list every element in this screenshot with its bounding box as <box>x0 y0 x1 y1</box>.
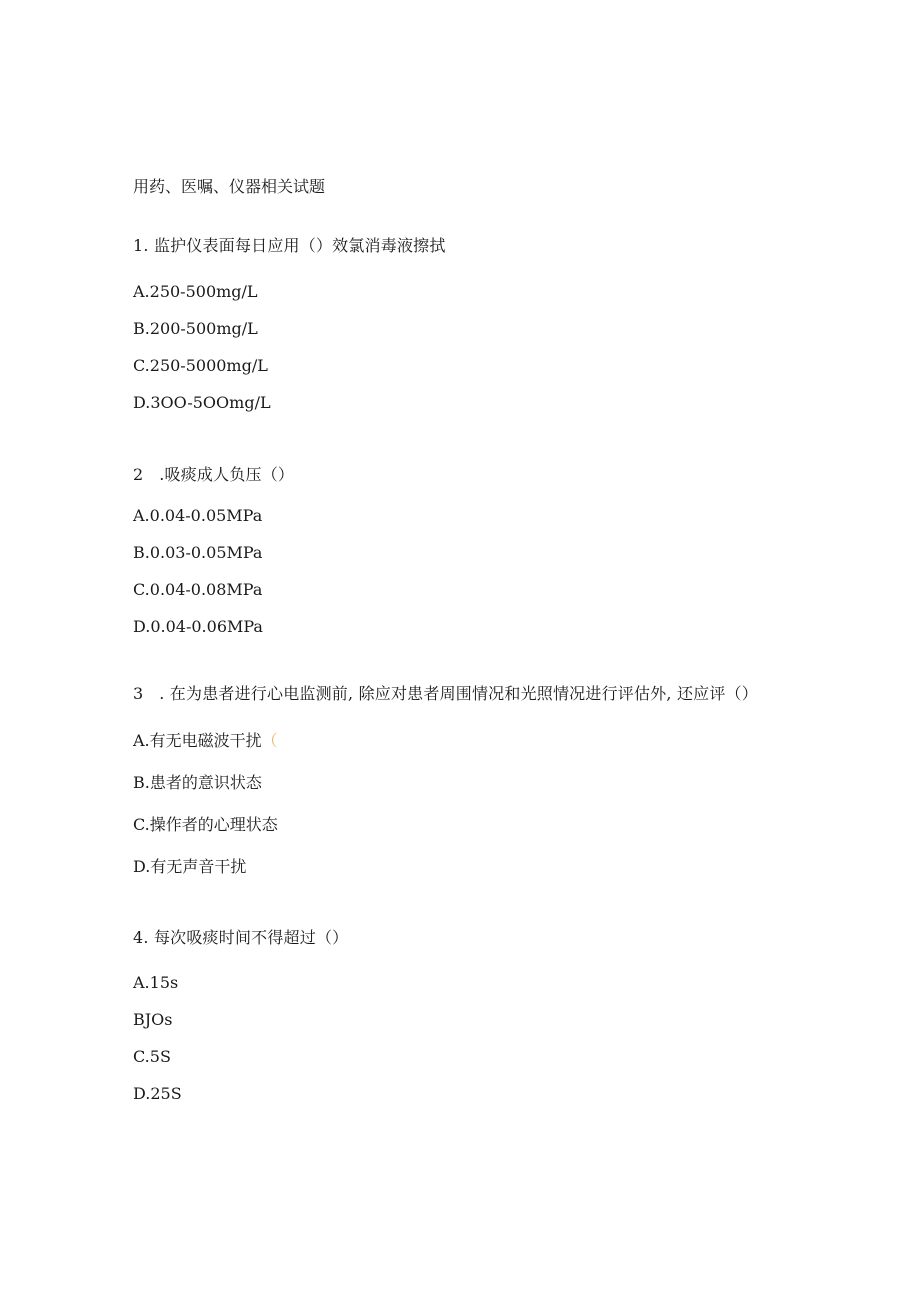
question-2-option-a: A.0.04-0.05MPa <box>133 506 263 525</box>
question-2-option-c: C.0.04-0.08MPa <box>133 580 263 599</box>
question-4-option-a: A.15s <box>133 973 179 992</box>
question-2-option-b: B.0.03-0.05MPa <box>133 543 263 562</box>
question-1-option-d: D.3OO-5OOmg∕L <box>133 393 271 412</box>
question-3-option-a-paren: （ <box>261 731 278 750</box>
question-3-option-a <box>133 731 278 751</box>
question-4-option-b: BJOs <box>133 1010 173 1029</box>
question-2-stem: 2 .吸痰成人负压（） <box>133 465 295 484</box>
question-3-option-d: D.有无声音干扰 <box>133 857 247 876</box>
question-4-option-c: C.5S <box>133 1047 171 1066</box>
question-3-stem: 3 . 在为患者进行心电监测前, 除应对患者周围情况和光照情况进行评估外, 还应评（） <box>133 684 758 703</box>
question-3-option-a-text: A.有无电磁波干扰 <box>133 731 262 750</box>
question-2-option-d: D.0.04-0.06MPa <box>133 617 263 636</box>
question-1-option-b: B.200-500mg∕L <box>133 319 258 338</box>
question-3-option-c: C.操作者的心理状态 <box>133 815 278 834</box>
question-3-option-b: B.患者的意识状态 <box>133 773 262 792</box>
question-1-option-a: A.250-500mg∕L <box>133 282 258 301</box>
question-1-option-c: C.250-5000mg∕L <box>133 356 268 375</box>
document-title: 用药、医嘱、仪器相关试题 <box>133 177 326 196</box>
question-4-option-d: D.25S <box>133 1084 182 1103</box>
question-1-stem: 1. 监护仪表面每日应用（）效氯消毒液擦拭 <box>133 236 446 255</box>
question-4-stem: 4. 每次吸痰时间不得超过（） <box>133 928 349 947</box>
